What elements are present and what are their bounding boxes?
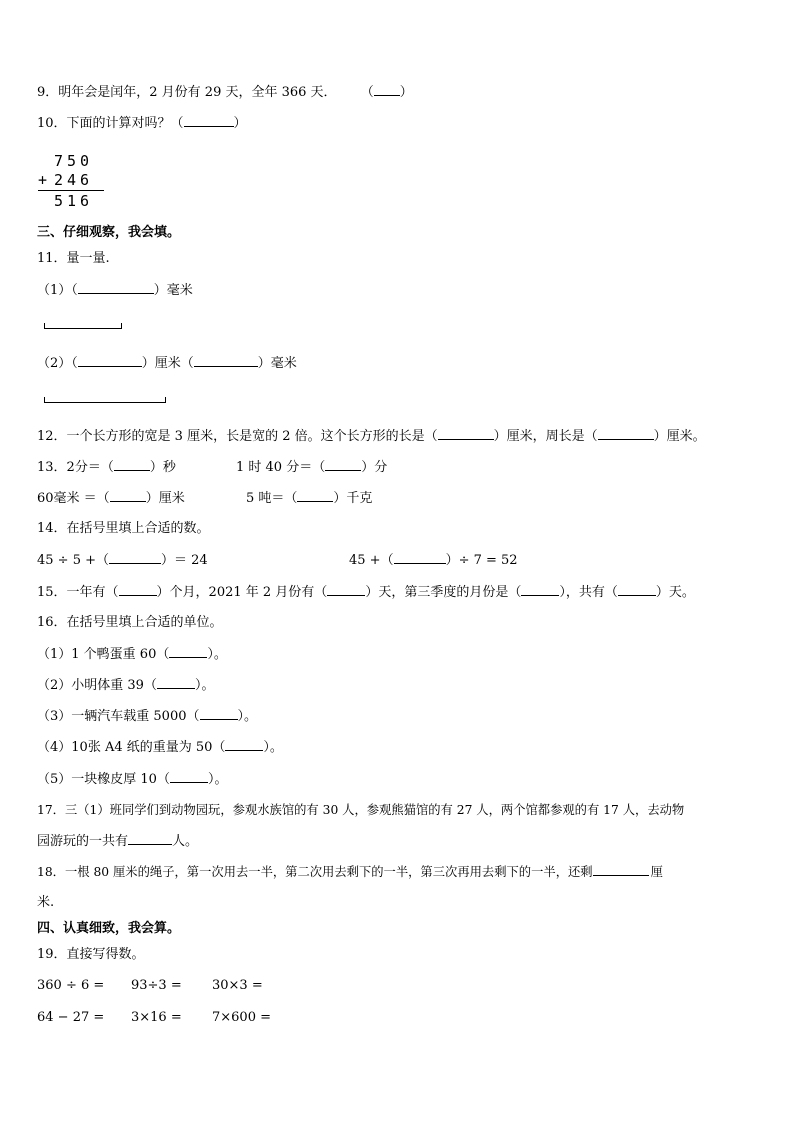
question-10: 10．下面的计算对吗？（ ） xyxy=(37,116,247,131)
calc-item: 93÷3 = xyxy=(131,978,182,993)
calc-item: 7×600 = xyxy=(212,1010,272,1025)
section-3-heading: 三、仔细观察，我会填。 xyxy=(37,225,181,240)
question-19: 19．直接写得数。 xyxy=(37,947,145,962)
calc-item: 360 ÷ 6 = xyxy=(37,978,105,993)
question-17-line-2: 园游玩的一共有 人。 xyxy=(37,834,199,849)
question-15: 15．一年有（ ）个月，2021 年 2 月份有（ ）天，第三季度的月份是（ ），共有（ ）天。 xyxy=(37,585,695,600)
answer-blank[interactable] xyxy=(110,489,146,502)
answer-blank[interactable] xyxy=(114,458,150,471)
question-11: 11．量一量. xyxy=(37,251,110,266)
question-16-item: （3）一辆汽车载重 5000（ ）。 xyxy=(37,709,258,724)
answer-blank[interactable] xyxy=(618,583,656,596)
answer-blank[interactable] xyxy=(374,83,400,96)
answer-blank[interactable] xyxy=(194,354,258,367)
answer-blank[interactable] xyxy=(225,738,263,751)
question-17-line-1: 17．三（1）班同学们到动物园玩，参观水族馆的有 30 人，参观熊猫馆的有 27 人，两个馆都参观的有 17 人，去动物 xyxy=(37,803,685,817)
question-18-line-1: 18．一根 80 厘米的绳子，第一次用去一半，第二次用去剩下的一半，第三次再用去剩下的一半，还剩 厘 xyxy=(37,865,663,879)
answer-blank[interactable] xyxy=(521,583,559,596)
answer-blank[interactable] xyxy=(170,770,208,783)
question-12: 12．一个长方形的宽是 3 厘米，长是宽的 2 倍。这个长方形的长是（ ）厘米，周长是（ ）厘米。 xyxy=(37,429,706,444)
answer-blank[interactable] xyxy=(109,551,161,564)
question-14-b: 45 +（ ）÷ 7 = 52 xyxy=(349,553,518,568)
calc-divider xyxy=(38,190,104,191)
calc-item: 30×3 = xyxy=(212,978,263,993)
question-11-part-2: （2）（ ）厘米（ ）毫米 xyxy=(37,356,297,371)
answer-blank[interactable] xyxy=(78,281,154,294)
answer-blank[interactable] xyxy=(598,427,654,440)
answer-blank[interactable] xyxy=(78,354,142,367)
question-16-item: （2）小明体重 39（ ）。 xyxy=(37,678,215,693)
answer-blank[interactable] xyxy=(200,707,238,720)
answer-blank[interactable] xyxy=(169,645,207,658)
question-13-row-2: 60毫米 ＝（ ）厘米 xyxy=(37,491,185,506)
segment-2 xyxy=(44,396,166,403)
question-13-item-d: 5 吨＝（ ）千克 xyxy=(246,491,373,506)
answer-blank[interactable] xyxy=(119,583,157,596)
question-13-item-b: 1 时 40 分＝（ ）分 xyxy=(236,460,388,475)
calc-item: 3×16 = xyxy=(131,1010,182,1025)
answer-blank[interactable] xyxy=(297,489,333,502)
answer-blank[interactable] xyxy=(593,863,649,876)
answer-blank[interactable] xyxy=(438,427,494,440)
answer-blank[interactable] xyxy=(157,676,195,689)
question-11-part-1: （1）（ ）毫米 xyxy=(37,283,193,298)
answer-blank[interactable] xyxy=(128,832,172,845)
question-14-a: 45 ÷ 5 +（ ）＝ 24 xyxy=(37,553,208,568)
question-16: 16．在括号里填上合适的单位。 xyxy=(37,615,223,630)
answer-blank[interactable] xyxy=(327,583,365,596)
question-16-item: （4）10张 A4 纸的重量为 50（ ）。 xyxy=(37,740,283,755)
segment-1 xyxy=(44,322,122,329)
question-13-row-1: 13．2分＝（ ）秒 xyxy=(37,460,176,475)
answer-blank[interactable] xyxy=(394,551,446,564)
calc-item: 64 − 27 = xyxy=(37,1010,105,1025)
answer-blank[interactable] xyxy=(325,458,361,471)
question-14: 14．在括号里填上合适的数。 xyxy=(37,521,210,536)
question-18-line-2: 米. xyxy=(37,895,55,910)
question-9: 9．明年会是闰年，2 月份有 29 天，全年 366 天． （ ） xyxy=(37,85,413,100)
section-4-heading: 四、认真细致，我会算。 xyxy=(37,921,181,936)
answer-blank[interactable] xyxy=(184,114,234,127)
question-16-item: （5）一块橡皮厚 10（ ）。 xyxy=(37,772,228,787)
question-16-item: （1）1 个鸭蛋重 60（ ）。 xyxy=(37,647,227,662)
